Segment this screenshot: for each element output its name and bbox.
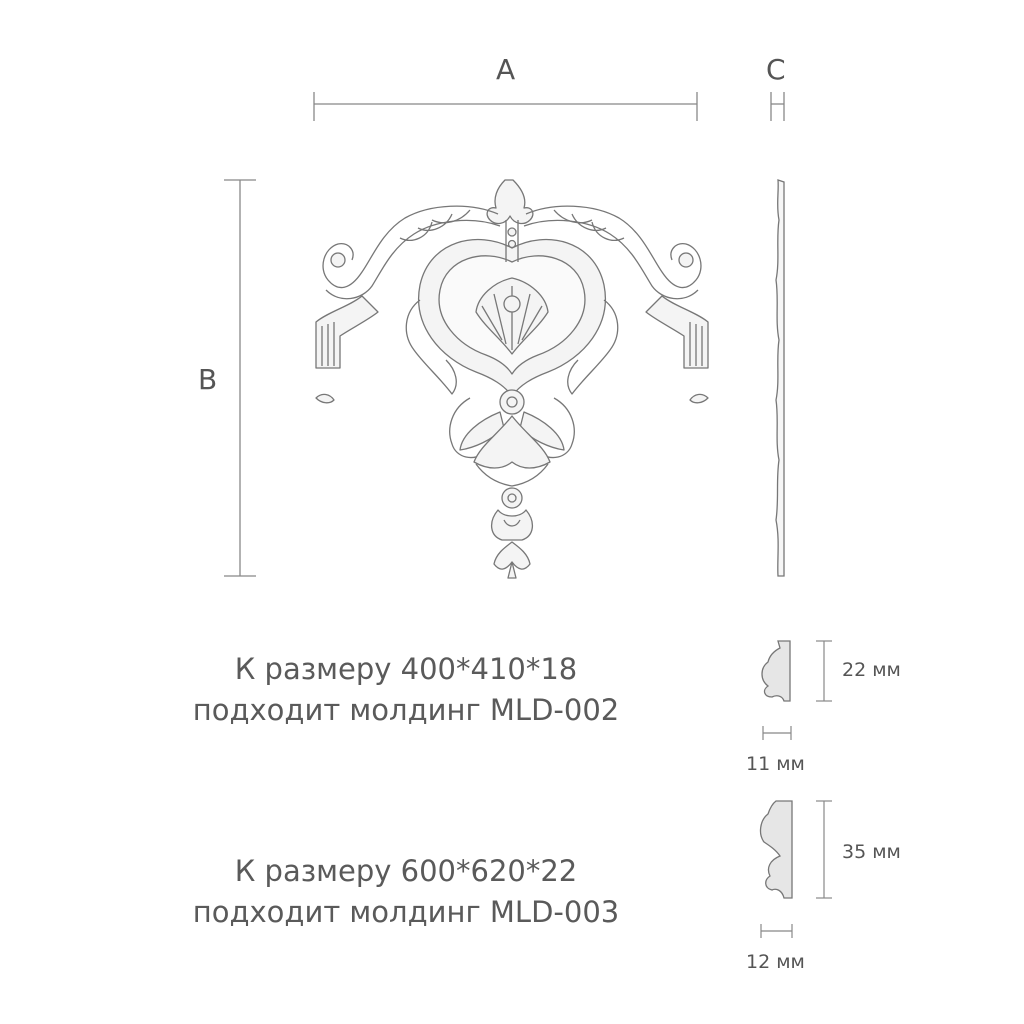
- dimension-b-label: B: [198, 363, 218, 396]
- molding-profile-mld-002: [762, 641, 790, 701]
- dimension-a-line: [314, 92, 697, 121]
- ornament-side-view: [776, 180, 784, 576]
- dimension-b-line: [224, 180, 256, 576]
- molding-profile-mld-003: [761, 801, 792, 898]
- dimension-c-label: C: [766, 53, 786, 86]
- profile-2-width-dimension: [761, 924, 792, 938]
- profile-2-height-dimension: [816, 801, 832, 898]
- profile-2-width-label: 12 мм: [746, 951, 805, 973]
- profile-1-width-dimension: [763, 726, 791, 740]
- profile-1-height-label: 22 мм: [842, 659, 901, 681]
- dimension-a-label: A: [496, 53, 516, 86]
- spec-1-size-text: К размеру 400*410*18: [234, 652, 578, 686]
- ornament-front-view: [316, 180, 708, 578]
- dimension-c-line: [771, 92, 784, 121]
- profile-2-height-label: 35 мм: [842, 841, 901, 863]
- spec-2-molding-text: подходит молдинг MLD-003: [192, 895, 620, 929]
- spec-2-size-text: К размеру 600*620*22: [234, 854, 578, 888]
- spec-1-molding-text: подходит молдинг MLD-002: [192, 693, 620, 727]
- profile-1-width-label: 11 мм: [746, 753, 805, 775]
- profile-1-height-dimension: [816, 641, 832, 701]
